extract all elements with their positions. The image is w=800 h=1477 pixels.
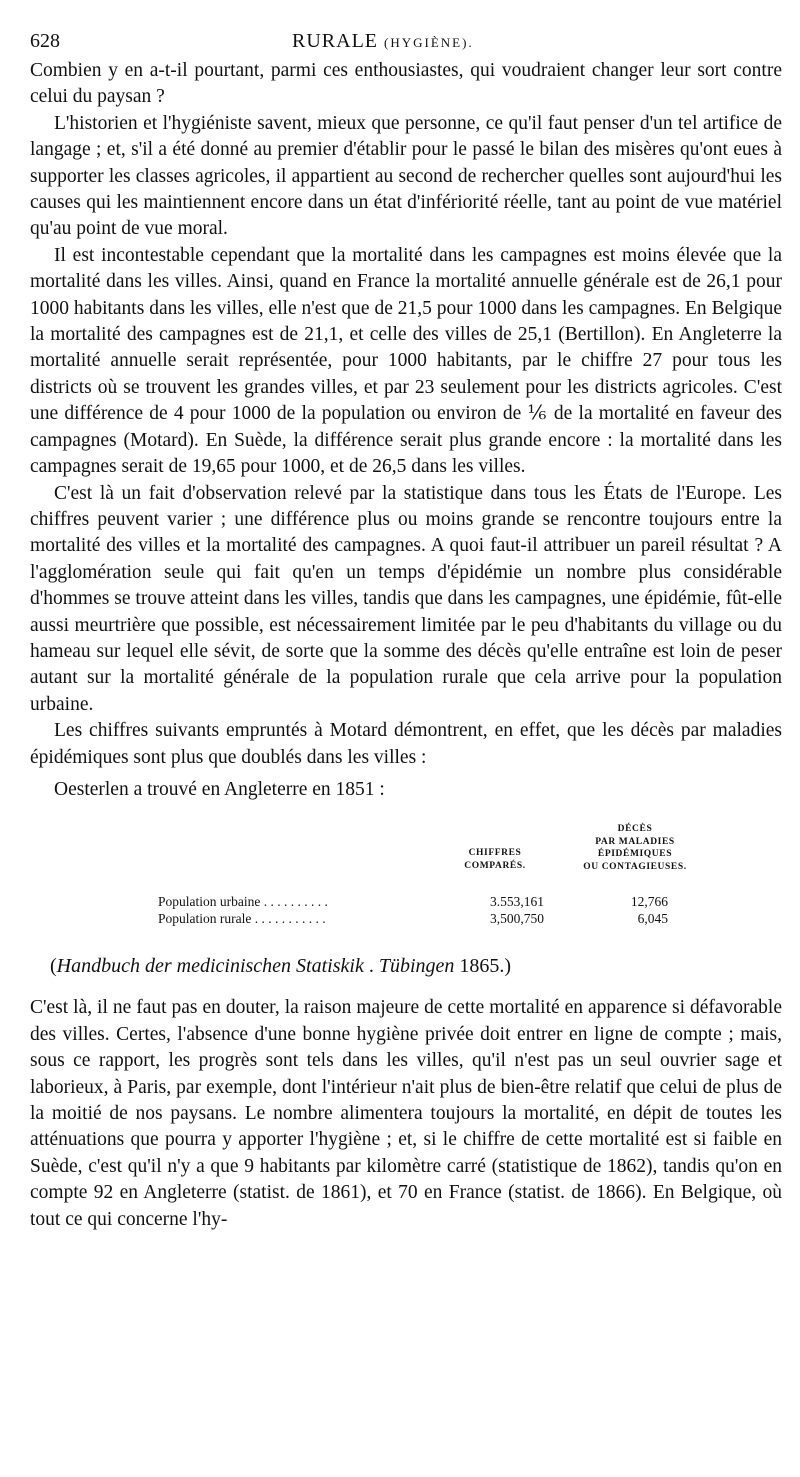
paragraph-2: L'historien et l'hygiéniste savent, mieux que personne, ce qu'il faut penser d'un tel artifice de langage ; et, s'il a été donné au premier d'établir pour le passé le bilan des misères qu'ont eues à supporter les classes agricoles, il appartient au second de rechercher quelles sont aujourd'hui les causes qui les maintiennent encore dans un état d'infériorité réelle, tant au point de vue matériel qu'au point de vue moral. xyxy=(30,112,782,240)
row-label: Population urbaine . . . . . . . . . . xyxy=(158,894,328,910)
row-value-compares: 3,500,750 xyxy=(490,911,544,927)
page-number: 628 xyxy=(30,30,60,52)
column-head-chiffres xyxy=(440,847,550,872)
column-head-deces-line: PAR MALADIES xyxy=(595,836,675,847)
column-head-deces xyxy=(560,823,710,873)
row-label: Population rurale . . . . . . . . . . . xyxy=(158,911,326,927)
citation-sep: . xyxy=(363,955,379,978)
column-head-chiffres-line: CHIFFRES xyxy=(468,848,522,859)
citation-year: 1865.) xyxy=(454,955,512,978)
column-head-chiffres-line: COMPARÉS. xyxy=(464,860,526,871)
table-row xyxy=(158,893,698,910)
column-head-deces-line: DÉCÈS xyxy=(617,824,653,835)
running-head xyxy=(30,22,782,58)
row-value-deces: 12,766 xyxy=(630,894,668,910)
paragraph-3: Il est incontestable cependant que la mortalité dans les campagnes est moins élevée que la mortalité dans les villes. Ainsi, quand en France la mortalité annuelle générale est de 26,1 pour 1000 habitants dans les villes, elle n'est que de 21,5 pour 1000 dans les campagnes. En Belgique la mortalité des campagnes est de 21,1, et celle des villes de 25,1 (Bertillon). En Angleterre la mortalité annuelle serait représentée, pour 1000 habitants, par le chiffre 27 pour tous les districts où se trouvent les grandes villes, et par 23 seulement pour les districts agricoles. C'est une différence de 4 pour 1000 de la population ou environ de ⅙ de la mortalité en faveur des campagnes (Motard). En Suède, la différence serait plus grande encore : la mortalité dans les campagnes serait de 19,65 pour 1000, et de 26,5 dans les villes. xyxy=(30,244,782,478)
mortality-table xyxy=(30,815,782,937)
paragraph-4: C'est là un fait d'observation relevé par la statistique dans tous les États de l'Europe. Les chiffres peuvent varier ; une différence plus ou moins grande se rencontre toujours entre la mortalité des villes et la mortalité des campagnes. A quoi faut-il attribuer un pareil résultat ? A l'agglomération seule qui fait qu'en un temps d'épidémie un nombre plus considérable d'hommes se trouve atteint dans les villes, tandis que dans les campagnes, une épidémie, fût-elle aussi meurtrière que possible, est nécessairement limitée par le peu d'habitants du village ou du hameau sur lequel elle sévit, de sorte que la somme des décès qu'elle entraîne est loin de peser autant sur la mortalité générale de la population rurale que cela arrive pour la population urbaine. xyxy=(30,482,782,715)
paragraph-6: C'est là, il ne faut pas en douter, la raison majeure de cette mortalité en apparence si défavorable des villes. Certes, l'absence d'une bonne hygiène privée doit entrer en ligne de compte ; mais, sous ce rapport, les progrès sont tels dans les villes, qu'il n'est pas un seul ouvrier sage et laborieux, à Paris, par exemple, dont l'intérieur n'ait plus de bien-être relatif que celui de plus de la moitié de nos paysans. Le nombre alimentera toujours la mortalité, en dépit de toutes les atténuations que pourra y apporter l'hygiène ; et, si le chiffre de cette mortalité est si faible en Suède, c'est qu'il n'y a que 9 habitants par kilomètre carré (statistique de 1862), tandis qu'on en compte 92 en Angleterre (statist. de 1861), et 70 en France (statist. de 1866). En Belgique, où tout ce qui concerne l'hy- xyxy=(30,997,782,1230)
column-head-deces-line: OU CONTAGIEUSES. xyxy=(583,861,687,872)
row-value-compares: 3.553,161 xyxy=(490,894,544,910)
table-intro: Oesterlen a trouvé en Angleterre en 1851 : xyxy=(54,778,385,800)
citation xyxy=(30,953,782,979)
body-text-continued xyxy=(30,995,782,1233)
running-title-main: RURALE xyxy=(292,30,378,52)
citation-open: ( xyxy=(50,955,57,978)
row-value-deces: 6,045 xyxy=(637,911,668,927)
running-title-small: (HYGIÈNE). xyxy=(384,35,474,50)
citation-place: Tübingen xyxy=(378,955,455,978)
citation-title: Handbuch der medicinischen Statiskik xyxy=(56,955,364,978)
column-head-deces-line: ÉPIDÉMIQUES xyxy=(597,849,673,860)
body-text xyxy=(30,58,782,771)
running-title xyxy=(292,30,474,53)
book-page xyxy=(30,22,782,1233)
table-row xyxy=(158,910,698,927)
paragraph-5: Les chiffres suivants empruntés à Motard démontrent, en effet, que les décès par maladies épidémiques sont plus que doublés dans les villes : xyxy=(30,720,782,768)
paragraph-1: Combien y en a-t-il pourtant, parmi ces enthousiastes, qui voudraient changer leur sort contre celui du paysan ? xyxy=(30,60,782,108)
